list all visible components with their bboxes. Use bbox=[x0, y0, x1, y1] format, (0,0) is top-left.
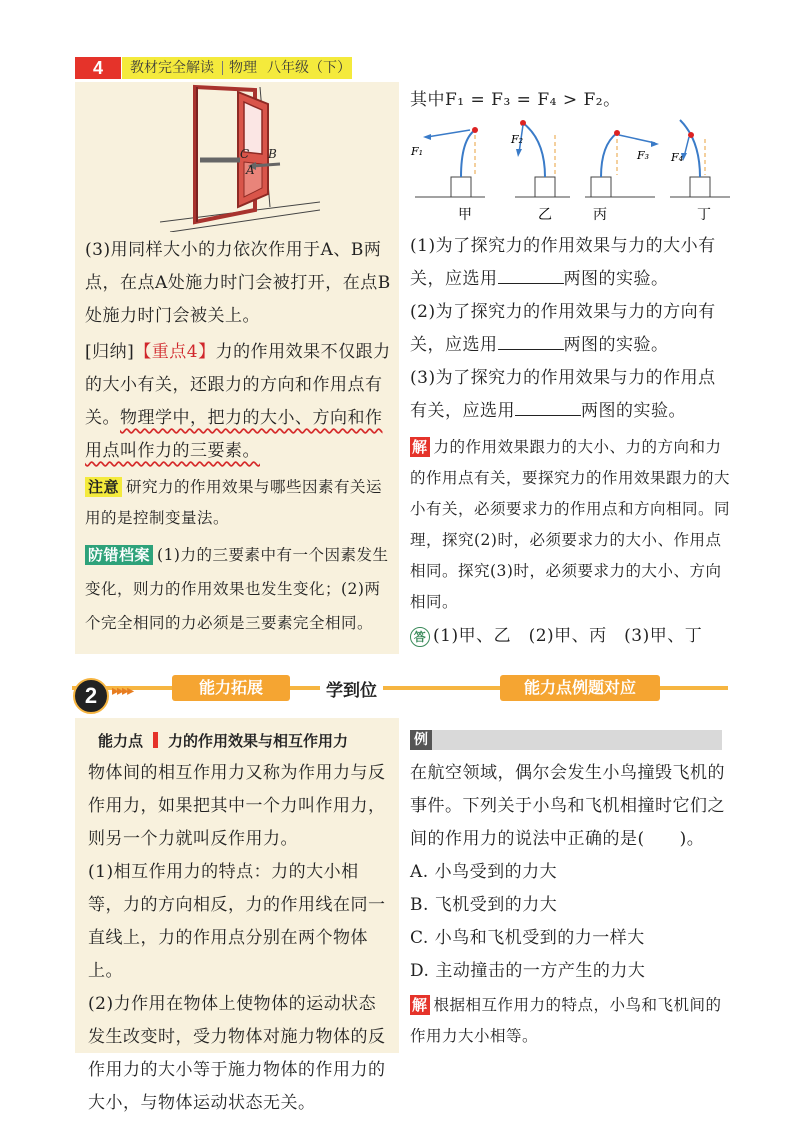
example-solution bbox=[410, 990, 728, 1052]
example-question: 在航空领域，偶尔会发生小鸟撞毁飞机的事件。下列关于小鸟和飞机相撞时它们之间的作用力的说法中正确的是( )。 bbox=[410, 763, 725, 849]
solution bbox=[410, 432, 730, 618]
solution-tag: 解 bbox=[412, 438, 428, 456]
right-top-text bbox=[410, 230, 730, 653]
header-bar bbox=[122, 57, 352, 79]
figure-yi bbox=[510, 120, 570, 223]
force-label-f4: F₄ bbox=[671, 151, 684, 164]
solution-text: 力的作用效果跟力的大小、力的方向和力的作用点有关，要探究力的作用效果跟力的大小有关，必须要求力的作用点和方向相同。同理，探究(2)时，必须要求力的大小、作用点相同。探究(3)时，必须要求力的大小、方向相同。 bbox=[410, 438, 731, 611]
example-bar bbox=[410, 730, 722, 750]
force-label-f3: F₃ bbox=[637, 149, 650, 162]
summary-text-2: 物理学中，把力的大小、方向和作用点叫作力的三要素。 bbox=[85, 408, 383, 461]
ability-p1: 物体间的相互作用力又称为作用力与反作用力，如果把其中一个力叫作用力，则另一个力就叫反作用力。 bbox=[88, 763, 386, 849]
option-d[interactable]: D. 主动撞击的一方产生的力大 bbox=[410, 961, 646, 981]
page-number: 4 bbox=[75, 57, 121, 79]
note-text: 研究力的作用效果与哪些因素有关运用的是控制变量法。 bbox=[85, 478, 383, 527]
figure-bing bbox=[585, 130, 659, 223]
question-3-blank[interactable] bbox=[515, 397, 581, 416]
figure-ding bbox=[670, 120, 730, 223]
note-tag: 注意 bbox=[85, 477, 122, 497]
question-2 bbox=[410, 296, 730, 362]
figure-jia bbox=[410, 127, 485, 223]
note-paragraph bbox=[85, 472, 393, 534]
summary-paragraph bbox=[85, 336, 393, 468]
answer-icon: 答 bbox=[410, 627, 430, 647]
force-label-f2: F₂ bbox=[511, 133, 524, 146]
question-2-text: (2)为了探究力的作用效果与力的方向有关，应选用 bbox=[410, 302, 716, 355]
summary-tag: [归纳] bbox=[85, 342, 135, 362]
label-jia: 甲 bbox=[458, 207, 472, 223]
error-tag: 防错档案 bbox=[85, 545, 153, 565]
question-3-tail: 两图的实验。 bbox=[581, 401, 686, 421]
question-3 bbox=[410, 362, 730, 428]
question-1-text: (1)为了探究力的作用效果与力的大小有关，应选用 bbox=[410, 236, 716, 289]
door-illustration bbox=[160, 82, 320, 232]
force-label-f1: F₁ bbox=[411, 145, 424, 158]
section-title-learn: 学到位 bbox=[320, 676, 383, 701]
ability-marker bbox=[153, 732, 158, 748]
section-arrows: ▸▸▸▸ bbox=[112, 683, 133, 699]
example-tag: 例 bbox=[410, 730, 432, 750]
error-text: (1)力的三要素中有一个因素发生变化，则力的作用效果也发生变化；(2)两个完全相同的力必须是三要素完全相同。 bbox=[85, 546, 389, 632]
ability-p2: (1)相互作用力的特点：力的大小相等，力的方向相反，力的作用线在同一直线上，力的作用点分别在两个物体上。 bbox=[88, 862, 386, 981]
question-2-tail: 两图的实验。 bbox=[563, 335, 669, 355]
question-1-tail: 两图的实验。 bbox=[563, 269, 669, 289]
example-solution-text: 根据相互作用力的特点，小鸟和飞机间的作用力大小相等。 bbox=[410, 996, 722, 1045]
ability-p3: (2)力作用在物体上使物体的运动状态发生改变时，受力物体对施力物体的反作用力的大小等于施力物体的作用力的大小，与物体运动状态无关。 bbox=[88, 994, 386, 1113]
subject-label: 物理 bbox=[229, 60, 257, 76]
ability-label: 能力点 bbox=[98, 732, 144, 750]
example-text bbox=[410, 757, 728, 1052]
label-bing: 丙 bbox=[593, 207, 607, 223]
label-ding: 丁 bbox=[697, 207, 711, 223]
point-b-label: B bbox=[268, 147, 277, 161]
answer bbox=[410, 620, 730, 653]
section-title-examples: 能力点例题对应 bbox=[500, 675, 660, 701]
force-figures bbox=[405, 115, 735, 227]
series-title: 教材完全解读 bbox=[130, 60, 214, 76]
point-a-label: A bbox=[246, 163, 255, 177]
force-relation: 其中F₁ = F₃ = F₄ > F₂。 bbox=[410, 90, 621, 110]
question-3-text: (3)为了探究力的作用效果与力的作用点有关，应选用 bbox=[410, 368, 716, 421]
option-b[interactable]: B. 飞机受到的力大 bbox=[410, 895, 558, 915]
ability-header bbox=[98, 730, 348, 751]
option-a[interactable]: A. 小鸟受到的力大 bbox=[410, 862, 558, 882]
label-yi: 乙 bbox=[538, 207, 552, 223]
example-solution-tag: 解 bbox=[412, 996, 428, 1014]
door-paragraph: (3)用同样大小的力依次作用于A、B两点，在点A处施力时门会被打开，在点B处施力时门会被关上。 bbox=[85, 240, 391, 326]
point-c-label: C bbox=[240, 147, 250, 161]
error-paragraph bbox=[85, 538, 393, 640]
ability-text bbox=[88, 757, 392, 1120]
question-1 bbox=[410, 230, 730, 296]
key-point-tag: 【重点4】 bbox=[134, 342, 216, 362]
ability-title: 力的作用效果与相互作用力 bbox=[168, 732, 349, 750]
question-2-blank[interactable] bbox=[498, 331, 564, 350]
left-top-text bbox=[85, 234, 393, 640]
option-c[interactable]: C. 小鸟和飞机受到的力一样大 bbox=[410, 928, 645, 948]
section-title-ability: 能力拓展 bbox=[172, 675, 290, 701]
answer-text: (1)甲、乙 (2)甲、丙 (3)甲、丁 bbox=[433, 626, 703, 646]
summary-text-1: 力的作用效果不仅跟力的大小有关，还跟力的方向和作用点有关。 bbox=[85, 342, 391, 428]
section-number: 2 bbox=[73, 678, 109, 714]
grade-label: 八年级（下） bbox=[267, 60, 351, 76]
question-1-blank[interactable] bbox=[498, 265, 564, 284]
